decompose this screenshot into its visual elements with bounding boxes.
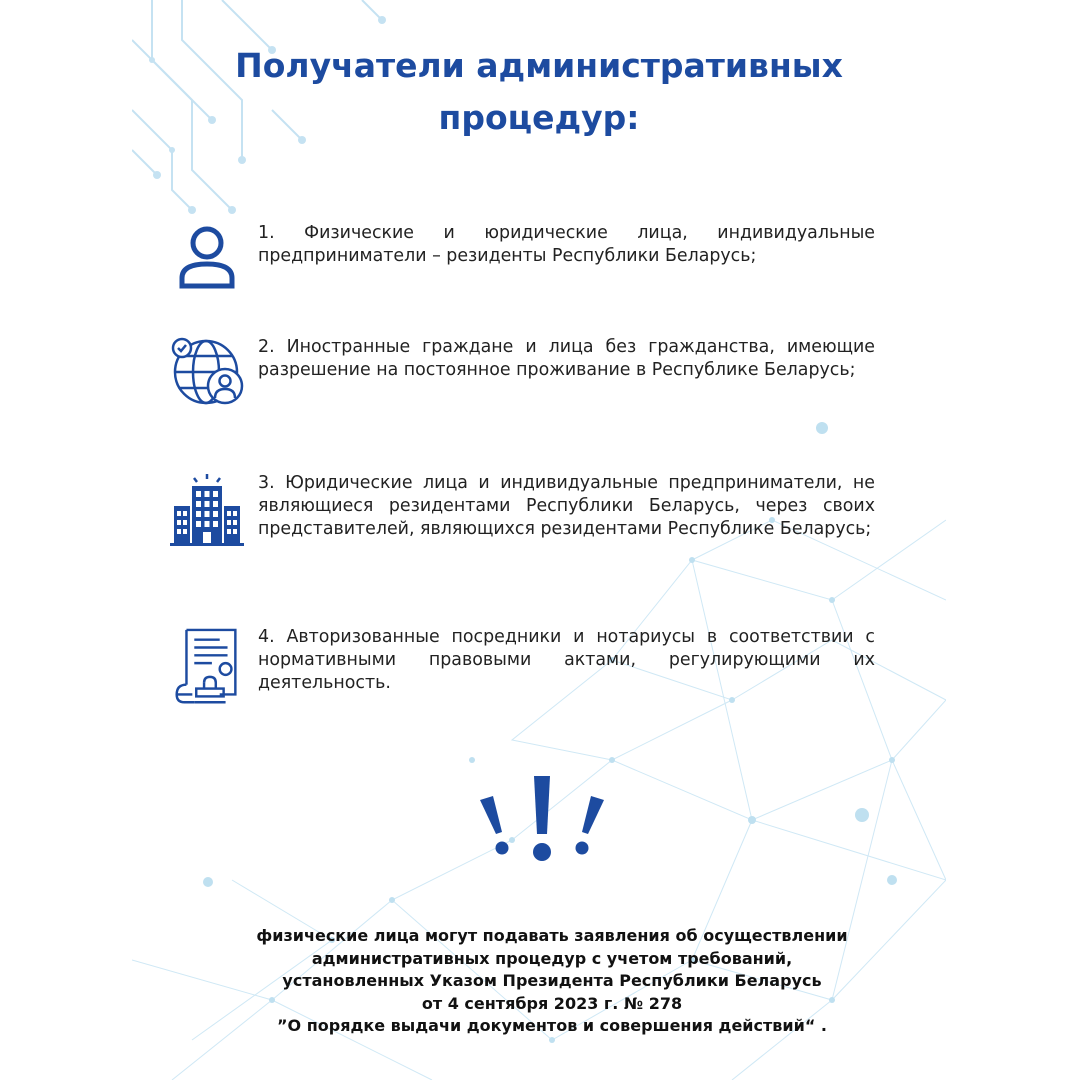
recipient-item-4-text: 4. Авторизованные посредники и нотариусы в соответствии с нормативными правовыми актами, регулирующими их деятельность. xyxy=(258,627,875,693)
notice-line-5: ”О порядке выдачи документов и совершения действий“ . xyxy=(277,1016,827,1035)
notice-text xyxy=(172,925,932,1038)
recipient-item-2 xyxy=(170,336,880,416)
notice-line-3: установленных Указом Президента Республики Беларусь xyxy=(282,971,822,990)
person-icon xyxy=(170,222,244,296)
globe-person-icon xyxy=(170,336,244,410)
recipient-item-3-text: 3. Юридические лица и индивидуальные предприниматели, не являющиеся резидентами Республики Беларусь, через своих представителей, являющихся резидентами Республике Беларусь; xyxy=(258,473,875,539)
page-title-line-1: Получатели административных xyxy=(235,46,843,85)
recipient-item-1 xyxy=(170,222,880,302)
page-title xyxy=(132,40,946,144)
page-title-line-2: процедур: xyxy=(438,98,640,137)
recipient-item-2-text: 2. Иностранные граждане и лица без гражданства, имеющие разрешение на постоянное проживание в Республике Беларусь; xyxy=(258,337,875,380)
recipient-item-3 xyxy=(170,472,880,552)
notice-line-4: от 4 сентября 2023 г. № 278 xyxy=(421,993,683,1013)
document-page xyxy=(132,0,946,1080)
office-buildings-icon xyxy=(170,472,244,546)
recipient-item-1-text: 1. Физические и юридические лица, индивидуальные предприниматели – резиденты Республики Беларусь; xyxy=(258,223,875,266)
exclamation-marks-icon xyxy=(472,770,612,866)
certificate-stamp-icon xyxy=(170,626,244,714)
notice-line-2: административных процедур с учетом требований, xyxy=(311,948,793,968)
notice-line-1: физические лица могут подавать заявления об осуществлении xyxy=(256,926,848,945)
recipient-item-4 xyxy=(170,626,880,706)
